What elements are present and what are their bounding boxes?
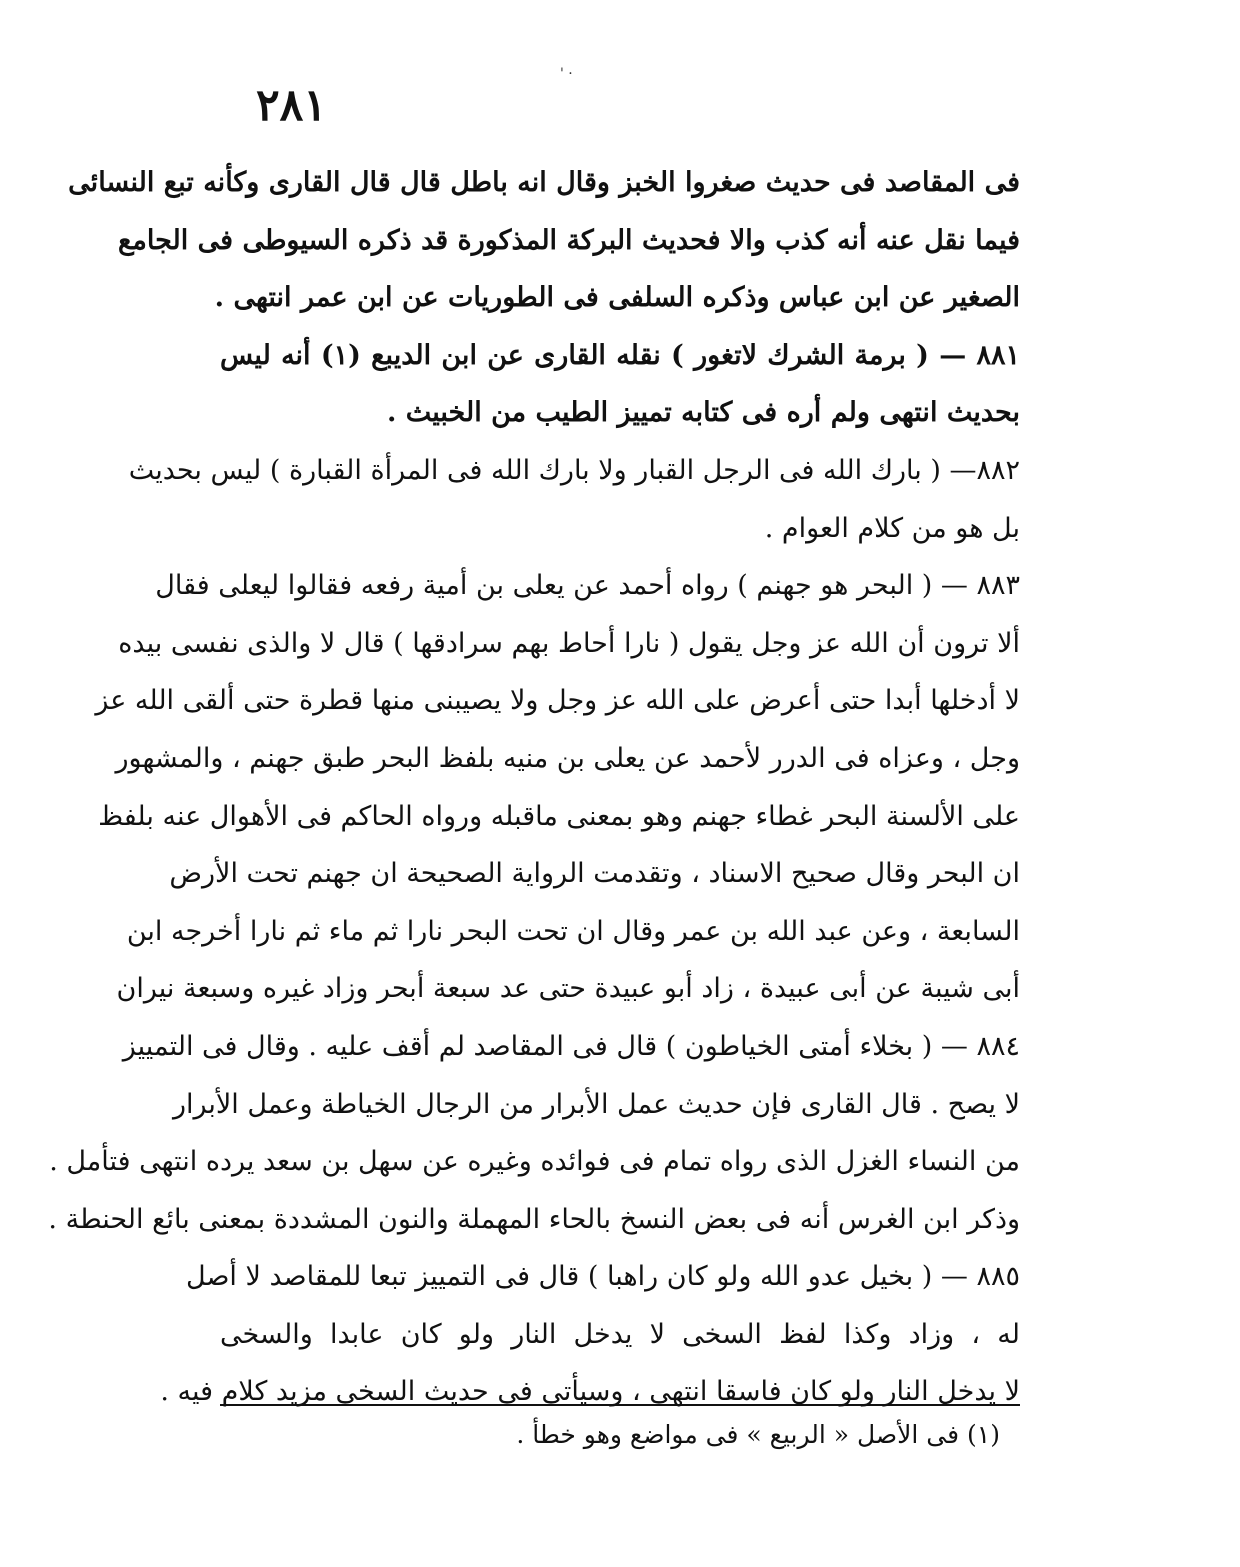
text-line: على الألسنة البحر غطاء جهنم وهو بمعنى ماقبله ورواه الحاكم فى الأهوال عنه بلفظ [98,800,1020,832]
text-line: فى المقاصد فى حديث صغروا الخبز وقال انه باطل قال قال القارى وكأنه تبع النسائى [68,167,1020,198]
entry-884-line: ٨٨٤ — ( بخلاء أمتى الخياطون ) قال فى المقاصد لم أقف عليه . وقال فى التمييز [122,1030,1020,1062]
text-line: أبى شيبة عن أبى عبيدة ، زاد أبو عبيدة حتى عد سبعة أبحر وزاد غيره وسبعة نيران [116,973,1020,1005]
entry-882-line: ٨٨٢— ( بارك الله فى الرجل القبار ولا بارك الله فى المرأة القبارة ) ليس بحديث [128,454,1020,486]
top-marks: ' · [560,66,573,82]
text-line: ان البحر وقال صحيح الاسناد ، وتقدمت الرواية الصحيحة ان جهنم تحت الأرض [169,858,1020,890]
text-line: وجل ، وعزاه فى الدرر لأحمد عن يعلى بن منيه بلفظ البحر طبق جهنم ، والمشهور [115,742,1020,774]
text-line: بحديث انتهى ولم أره فى كتابه تمييز الطيب من الخبيث . [386,397,1020,429]
text-line: من النساء الغزل الذى رواه تمام فى فوائده وغيره عن سهل بن سعد يرده انتهى فتأمل . [49,1146,1020,1178]
entry-881-line: ٨٨١ — ( برمة الشرك لاتغور ) نقله القارى عن ابن الديبع (١) أنه ليس [220,339,1020,371]
text-line: لا يدخل النار ولو كان فاسقا انتهى ، وسيأتى فى حديث السخى مزيد كلام فيه . [160,1376,1020,1408]
text-line: بل هو من كلام العوام . [764,512,1020,544]
text-line: فيما نقل عنه أنه كذب والا فحديث البركة المذكورة قد ذكره السيوطى فى الجامع [118,224,1020,256]
text-line: الصغير عن ابن عباس وذكره السلفى فى الطوريات عن ابن عمر انتهى . [214,282,1020,314]
text-line: السابعة ، وعن عبد الله بن عمر وقال ان تحت البحر نارا ثم ماء ثم نارا أخرجه ابن [126,915,1020,947]
footnote-divider [220,1404,1020,1406]
footnote: (١) فى الأصل « الربيع » فى مواضع وهو خطأ . [516,1420,1000,1449]
entry-883-line: ٨٨٣ — ( البحر هو جهنم ) رواه أحمد عن يعلى بن أمية رفعه فقالوا ليعلى فقال [155,570,1020,602]
text-line: له ، وزاد وكذا لفظ السخى لا يدخل النار ولو كان عابدا والسخى [220,1318,1020,1350]
body-text [48,154,1020,1421]
text-line: وذكر ابن الغرس أنه فى بعض النسخ بالحاء المهملة والنون المشددة بمعنى بائع الحنطة . [48,1203,1020,1235]
entry-885-line: ٨٨٥ — ( بخيل عدو الله ولو كان راهبا ) قال فى التمييز تبعا للمقاصد لا أصل [186,1261,1020,1293]
text-line: لا يصح . قال القارى فإن حديث عمل الأبرار من الرجال الخياطة وعمل الأبرار [172,1088,1020,1120]
page-number: ٢٨١ [256,80,327,131]
text-line: لا أدخلها أبدا حتى أعرض على الله عز وجل ولا يصيبنى منها قطرة حتى ألقى الله عز [95,685,1020,717]
text-line: ألا ترون أن الله عز وجل يقول ( نارا أحاط بهم سرادقها ) قال لا والذى نفسى بيده [118,627,1020,659]
